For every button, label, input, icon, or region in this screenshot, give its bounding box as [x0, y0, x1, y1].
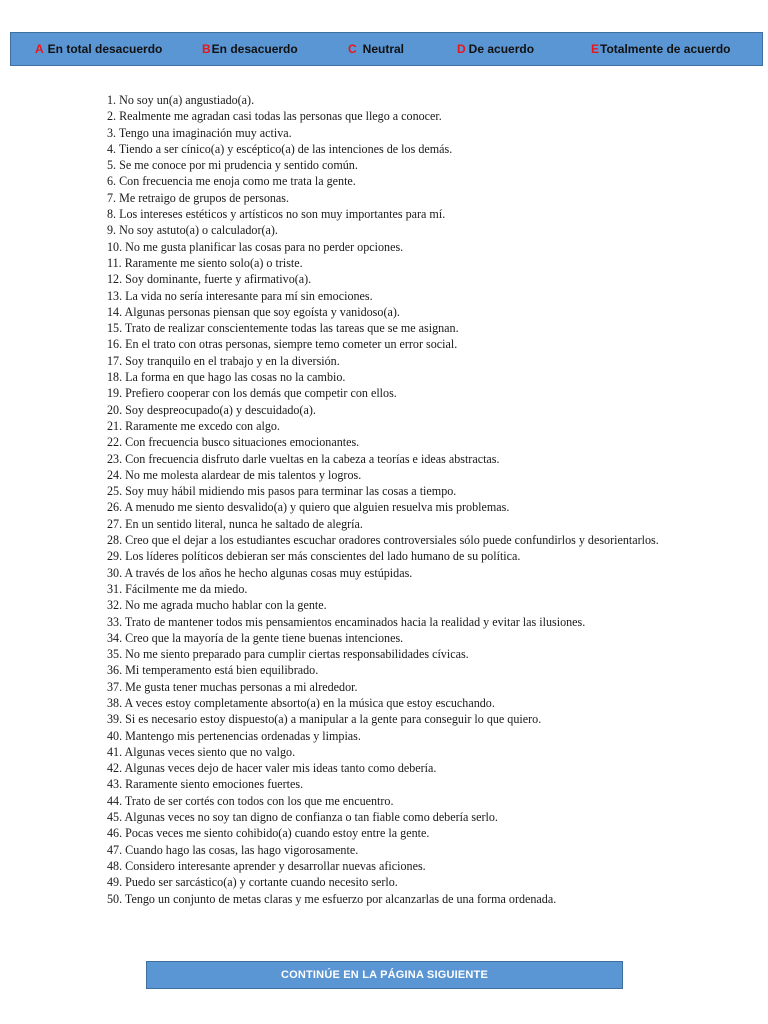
question-item: 45. Algunas veces no soy tan digno de confianza o tan fiable como debería serlo.: [107, 810, 498, 825]
question-item: 42. Algunas veces dejo de hacer valer mis ideas tanto como debería.: [107, 761, 437, 776]
question-item: 3. Tengo una imaginación muy activa.: [107, 125, 292, 140]
scale-label-b: En desacuerdo: [211, 42, 298, 56]
scale-letter-d: D: [457, 42, 466, 56]
question-item: 39. Si es necesario estoy dispuesto(a) a manipular a la gente para conseguir lo que quiero.: [107, 712, 542, 727]
question-item: 33. Trato de mantener todos mis pensamientos encaminados hacia la realidad y evitar las ilusiones.: [107, 614, 586, 629]
question-item: 26. A menudo me siento desvalido(a) y quiero que alguien resuelva mis problemas.: [107, 500, 510, 515]
question-item: 49. Puedo ser sarcástico(a) y cortante cuando necesito serlo.: [107, 875, 398, 890]
question-item: 5. Se me conoce por mi prudencia y sentido común.: [107, 158, 358, 173]
question-item: 6. Con frecuencia me enoja como me trata la gente.: [107, 174, 356, 189]
question-item: 37. Me gusta tener muchas personas a mi alrededor.: [107, 679, 358, 694]
question-item: 16. En el trato con otras personas, siempre temo cometer un error social.: [107, 337, 458, 352]
question-item: 25. Soy muy hábil midiendo mis pasos para terminar las cosas a tiempo.: [107, 484, 457, 499]
question-item: 47. Cuando hago las cosas, las hago vigorosamente.: [107, 842, 359, 857]
continue-next-page-banner: CONTINÚE EN LA PÁGINA SIGUIENTE: [146, 961, 623, 989]
question-item: 7. Me retraigo de grupos de personas.: [107, 190, 290, 205]
question-item: 20. Soy despreocupado(a) y descuidado(a).: [107, 402, 316, 417]
scale-letter-c: C: [348, 42, 357, 56]
question-item: 43. Raramente siento emociones fuertes.: [107, 777, 304, 792]
scale-label-d: De acuerdo: [468, 42, 535, 56]
question-item: 31. Fácilmente me da miedo.: [107, 581, 248, 596]
response-scale-header: [10, 32, 763, 66]
question-item: 8. Los intereses estéticos y artísticos no son muy importantes para mí.: [107, 207, 446, 222]
question-item: 14. Algunas personas piensan que soy egoísta y vanidoso(a).: [107, 304, 400, 319]
question-item: 19. Prefiero cooperar con los demás que competir con ellos.: [107, 386, 397, 401]
question-item: 12. Soy dominante, fuerte y afirmativo(a).: [107, 272, 312, 287]
question-item: 28. Creo que el dejar a los estudiantes escuchar oradores controversiales sólo puede confundirlos y desorientarlos.: [107, 533, 659, 548]
scale-option-a: [35, 42, 162, 56]
question-item: 34. Creo que la mayoría de la gente tiene buenas intenciones.: [107, 630, 404, 645]
question-item: 30. A través de los años he hecho algunas cosas muy estúpidas.: [107, 565, 413, 580]
question-item: 2. Realmente me agradan casi todas las personas que llego a conocer.: [107, 109, 442, 124]
question-item: 35. No me siento preparado para cumplir ciertas responsabilidades cívicas.: [107, 647, 469, 662]
question-item: 10. No me gusta planificar las cosas para no perder opciones.: [107, 239, 404, 254]
question-item: 46. Pocas veces me siento cohibido(a) cuando estoy entre la gente.: [107, 826, 430, 841]
question-item: 21. Raramente me excedo con algo.: [107, 418, 280, 433]
scale-letter-a: A: [35, 42, 44, 56]
scale-option-c: [348, 42, 404, 56]
scale-option-e: [591, 42, 731, 56]
question-item: 17. Soy tranquilo en el trabajo y en la diversión.: [107, 353, 340, 368]
question-item: 22. Con frecuencia busco situaciones emocionantes.: [107, 435, 360, 450]
scale-label-e: Totalmente de acuerdo: [600, 42, 731, 56]
question-item: 40. Mantengo mis pertenencias ordenadas y limpias.: [107, 728, 361, 743]
question-item: 24. No me molesta alardear de mis talentos y logros.: [107, 467, 362, 482]
questionnaire-items: [107, 92, 667, 907]
scale-label-a: En total desacuerdo: [47, 42, 163, 56]
question-item: 23. Con frecuencia disfruto darle vueltas en la cabeza a teorías e ideas abstractas.: [107, 451, 500, 466]
question-item: 9. No soy astuto(a) o calculador(a).: [107, 223, 278, 238]
question-item: 48. Considero interesante aprender y desarrollar nuevas aficiones.: [107, 858, 426, 873]
question-item: 36. Mi temperamento está bien equilibrado.: [107, 663, 319, 678]
question-item: 13. La vida no sería interesante para mí sin emociones.: [107, 288, 373, 303]
question-item: 15. Trato de realizar conscientemente todas las tareas que se me asignan.: [107, 321, 459, 336]
question-item: 50. Tengo un conjunto de metas claras y me esfuerzo por alcanzarlas de una forma ordenada.: [107, 891, 557, 906]
scale-letter-e: E: [591, 42, 600, 56]
question-item: 18. La forma en que hago las cosas no la cambio.: [107, 370, 346, 385]
scale-option-b: [202, 42, 298, 56]
question-item: 1. No soy un(a) angustiado(a).: [107, 93, 255, 107]
scale-letter-b: B: [202, 42, 211, 56]
scale-option-d: [457, 42, 534, 56]
question-item: 27. En un sentido literal, nunca he saltado de alegría.: [107, 516, 363, 531]
question-item: 44. Trato de ser cortés con todos con los que me encuentro.: [107, 793, 394, 808]
question-item: 4. Tiendo a ser cínico(a) y escéptico(a) de las intenciones de los demás.: [107, 141, 453, 156]
question-item: 41. Algunas veces siento que no valgo.: [107, 744, 296, 759]
scale-label-c: Neutral: [362, 42, 405, 56]
question-item: 32. No me agrada mucho hablar con la gente.: [107, 598, 327, 613]
question-item: 38. A veces estoy completamente absorto(a) en la música que estoy escuchando.: [107, 695, 495, 710]
question-item: 11. Raramente me siento solo(a) o triste.: [107, 255, 303, 270]
question-item: 29. Los líderes políticos debieran ser más conscientes del lado humano de su política.: [107, 549, 521, 564]
